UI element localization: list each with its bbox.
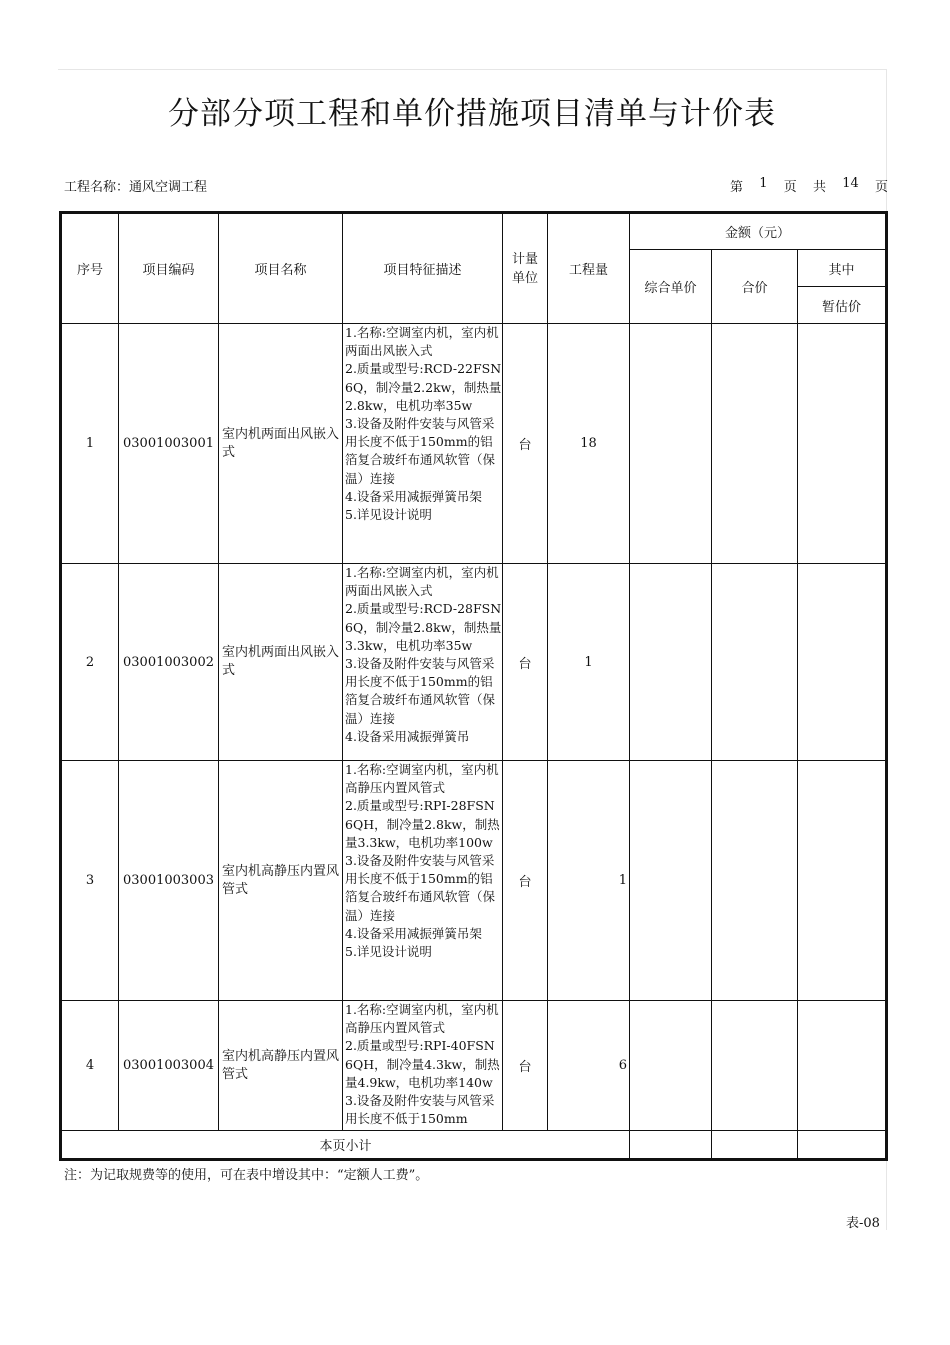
page-ye1: 页	[783, 180, 797, 195]
header-code: 项目编码	[119, 213, 219, 324]
header-amount: 金额（元）	[630, 213, 887, 250]
header-seq: 序号	[61, 213, 119, 324]
row-seq: 1	[61, 324, 119, 564]
subtotal-label: 本页小计	[61, 1131, 630, 1160]
row-name: 室内机两面出风嵌入式	[219, 564, 343, 761]
row-provisional	[798, 324, 887, 564]
row-name: 室内机高静压内置风管式	[219, 761, 343, 1001]
row-provisional	[798, 761, 887, 1001]
page-gong: 共	[812, 180, 826, 195]
header-of-which: 其中	[798, 250, 887, 287]
row-total	[712, 1001, 798, 1131]
row-qty: 18	[548, 324, 630, 564]
subtotal-provisional	[798, 1131, 887, 1160]
row-seq: 2	[61, 564, 119, 761]
header-unit	[503, 213, 548, 324]
header-unit-text: 计量单位	[511, 251, 538, 286]
row-desc	[343, 564, 503, 761]
bill-table	[59, 211, 888, 1161]
row-desc	[343, 1001, 503, 1131]
row-desc-text: 1.名称:空调室内机，室内机高静压内置风管式 2.质量或型号:RPI-28FSN6QH，制冷量2.8kw，制热量3.3kw，电机功率100w 3.设备及附件安装与风管采用长度不低于150mm的铝箔复合玻纤布通风软管（保温）连接 4.设备采用减振弹簧吊架 5.详见设计说明	[345, 762, 500, 960]
header-total: 合价	[712, 250, 798, 324]
row-code: 030​01003004	[119, 1001, 219, 1131]
row-desc-text: 1.名称:空调室内机，室内机两面出风嵌入式 2.质量或型号:RCD-22FSN6Q，制冷量2.2kw，制热量2.8kw，电机功率35w 3.设备及附件安装与风管采用长度不低于150mm的铝箔复合玻纤布通风软管（保温）连接 4.设备采用减振弹簧吊架 5.详见设计说明	[345, 325, 502, 523]
header-name: 项目名称	[219, 213, 343, 324]
row-unit: 台	[503, 324, 548, 564]
row-qty: 1	[548, 564, 630, 761]
row-provisional	[798, 564, 887, 761]
row-desc-text: 1.名称:空调室内机，室内机两面出风嵌入式 2.质量或型号:RCD-28FSN6Q，制冷量2.8kw，制热量3.3kw，电机功率35w 3.设备及附件安装与风管采用长度不低于150mm的铝箔复合玻纤布通风软管（保温）连接 4.设备采用减振弹簧吊	[345, 565, 502, 744]
header-unit-price: 综合单价	[630, 250, 712, 324]
row-desc	[343, 761, 503, 1001]
page-ye2: 页	[874, 180, 888, 195]
row-unit: 台	[503, 1001, 548, 1131]
table-row	[61, 564, 887, 761]
row-code: 030​01003002	[119, 564, 219, 761]
row-unit-price	[630, 324, 712, 564]
page-di: 第	[730, 180, 744, 195]
row-desc-text: 1.名称:空调室内机，室内机高静压内置风管式 2.质量或型号:RPI-40FSN6QH，制冷量4.3kw，制热量4.9kw，电机功率140w 3.设备及附件安装与风管采用长度不低于150mm	[345, 1002, 500, 1127]
page-total: 14	[842, 176, 859, 191]
subtotal-row	[61, 1131, 887, 1160]
table-row	[61, 324, 887, 564]
row-total	[712, 564, 798, 761]
row-desc	[343, 324, 503, 564]
page-number: 1	[759, 176, 768, 191]
header-provisional: 暂估价	[798, 287, 887, 324]
row-code: 030​01003003	[119, 761, 219, 1001]
row-qty: 6	[548, 1001, 630, 1131]
subtotal-unit-price	[630, 1131, 712, 1160]
row-unit-price	[630, 564, 712, 761]
row-seq: 3	[61, 761, 119, 1001]
header-desc: 项目特征描述	[343, 213, 503, 324]
row-unit-price	[630, 761, 712, 1001]
page-indicator	[730, 176, 888, 195]
table-row	[61, 1001, 887, 1131]
row-provisional	[798, 1001, 887, 1131]
row-name: 室内机高静压内置风管式	[219, 1001, 343, 1131]
row-name: 室内机两面出风嵌入式	[219, 324, 343, 564]
page-title: 分部分项工程和单价措施项目清单与计价表	[168, 96, 776, 132]
row-total	[712, 324, 798, 564]
table-row	[61, 761, 887, 1001]
row-unit-price	[630, 1001, 712, 1131]
project-name: 工程名称：通风空调工程	[64, 180, 208, 195]
row-unit: 台	[503, 564, 548, 761]
row-seq: 4	[61, 1001, 119, 1131]
form-number: 表-08	[846, 1216, 880, 1231]
row-unit: 台	[503, 761, 548, 1001]
row-code: 030​01003001	[119, 324, 219, 564]
subtotal-total	[712, 1131, 798, 1160]
row-qty: 1	[548, 761, 630, 1001]
footnote: 注：为记取规费等的使用，可在表中增设其中：“定额人工费”。	[64, 1168, 429, 1183]
row-total	[712, 761, 798, 1001]
header-qty: 工程量	[548, 213, 630, 324]
